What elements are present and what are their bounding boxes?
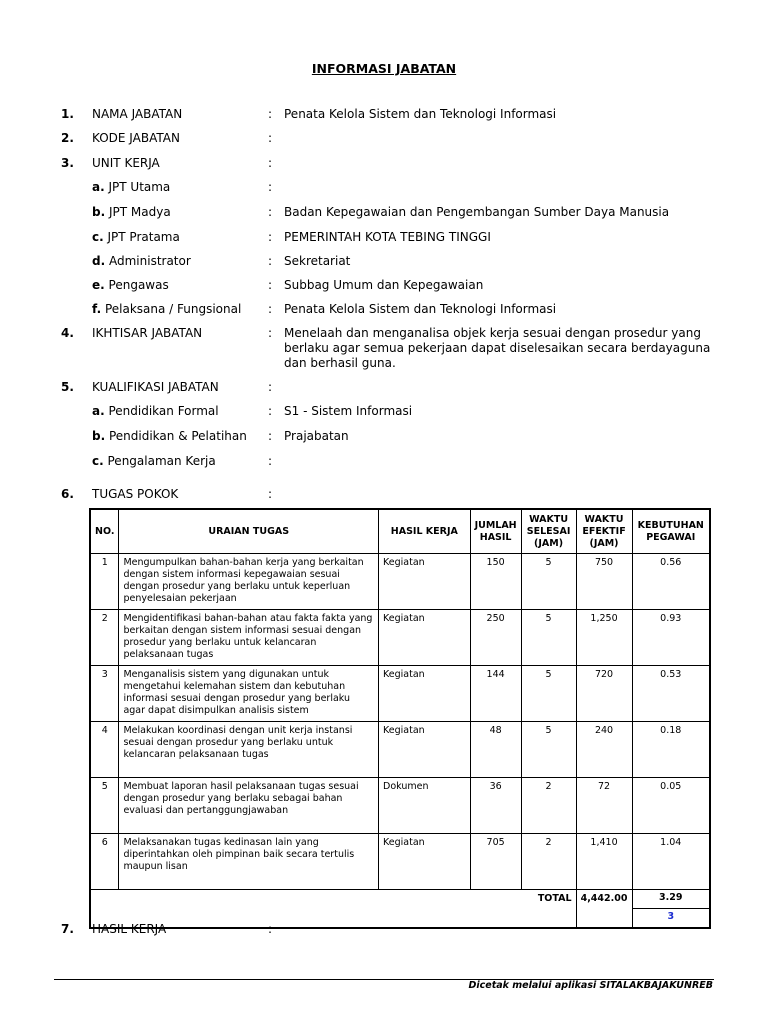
tugas-pokok-table	[89, 508, 711, 929]
field-label	[92, 254, 191, 269]
field-label	[92, 454, 216, 469]
cell-uraian: Mengumpulkan bahan-bahan kerja yang berkaitan dengan sistem informasi kepegawaian sesuai dengan prosedur yang berlaku untuk keperluan penyelesaian pekerjaan	[119, 554, 379, 610]
cell-waktu-efektif: 1,250	[576, 610, 632, 666]
cell-jumlah: 150	[470, 554, 521, 610]
cell-no: 3	[90, 666, 119, 722]
sub-prefix: c.	[92, 230, 104, 244]
field-label: HASIL KERJA	[92, 922, 167, 936]
sub-label: JPT Madya	[108, 205, 171, 219]
cell-waktu-selesai: 5	[521, 610, 576, 666]
colon: :	[268, 380, 273, 394]
cell-hasil: Kegiatan	[379, 834, 471, 890]
total-kebutuhan-rounded: 3	[632, 909, 710, 929]
cell-uraian: Melaksanakan tugas kedinasan lain yang diperintahkan oleh pimpinan baik secara tertulis maupun lisan	[119, 834, 379, 890]
sub-label: Pelaksana / Fungsional	[104, 302, 242, 316]
header-uraian-tugas: URAIAN TUGAS	[119, 509, 379, 554]
field-number: 4.	[61, 326, 74, 340]
cell-waktu-efektif: 750	[576, 554, 632, 610]
print-footer: Dicetak melalui aplikasi SITALAKBAJAKUNREB	[468, 980, 713, 991]
header-kebutuhan-pegawai: KEBUTUHAN PEGAWAI	[632, 509, 710, 554]
cell-no: 5	[90, 778, 119, 834]
cell-hasil: Kegiatan	[379, 666, 471, 722]
cell-jumlah: 144	[470, 666, 521, 722]
cell-waktu-efektif: 240	[576, 722, 632, 778]
header-hasil-kerja: HASIL KERJA	[379, 509, 471, 554]
colon: :	[268, 131, 273, 145]
colon: :	[268, 107, 273, 121]
sub-label: Pengalaman Kerja	[107, 454, 216, 468]
field-label: NAMA JABATAN	[92, 107, 183, 121]
field-label	[92, 429, 247, 444]
cell-jumlah: 36	[470, 778, 521, 834]
field-value: PEMERINTAH KOTA TEBING TINGGI	[284, 230, 491, 244]
field-label	[92, 278, 169, 293]
sub-label: Pengawas	[108, 278, 169, 292]
field-number: 1.	[61, 107, 74, 121]
colon: :	[268, 487, 273, 501]
colon: :	[268, 278, 273, 292]
field-label	[92, 302, 241, 317]
field-value: Penata Kelola Sistem dan Teknologi Informasi	[284, 107, 557, 121]
cell-uraian: Mengidentifikasi bahan-bahan atau fakta fakta yang berkaitan dengan sistem informasi sesuai dengan prosedur yang berlaku untuk kelancaran pelaksanaan tugas	[119, 610, 379, 666]
total-waktu-efektif: 4,442.00	[576, 890, 632, 929]
header-waktu-selesai: WAKTU SELESAI (JAM)	[521, 509, 576, 554]
cell-jumlah: 250	[470, 610, 521, 666]
colon: :	[268, 302, 273, 316]
colon: :	[268, 156, 273, 170]
cell-no: 6	[90, 834, 119, 890]
sub-prefix: b.	[92, 429, 106, 443]
field-label: UNIT KERJA	[92, 156, 160, 170]
cell-hasil: Dokumen	[379, 778, 471, 834]
cell-kebutuhan: 1.04	[632, 834, 710, 890]
table-row	[90, 834, 710, 890]
sub-label: Administrator	[108, 254, 191, 268]
cell-kebutuhan: 0.05	[632, 778, 710, 834]
header-waktu-efektif: WAKTU EFEKTIF (JAM)	[576, 509, 632, 554]
sub-prefix: e.	[92, 278, 105, 292]
total-label: TOTAL	[90, 890, 576, 929]
field-label	[92, 404, 219, 419]
field-label	[92, 205, 171, 220]
colon: :	[268, 404, 273, 418]
sub-prefix: a.	[92, 404, 105, 418]
cell-waktu-efektif: 720	[576, 666, 632, 722]
sub-label: JPT Pratama	[107, 230, 180, 244]
sub-prefix: b.	[92, 205, 106, 219]
colon: :	[268, 254, 273, 268]
sub-prefix: c.	[92, 454, 104, 468]
sub-prefix: f.	[92, 302, 102, 316]
cell-hasil: Kegiatan	[379, 722, 471, 778]
sub-prefix: a.	[92, 180, 105, 194]
cell-no: 4	[90, 722, 119, 778]
cell-kebutuhan: 0.53	[632, 666, 710, 722]
field-value: Menelaah dan menganalisa objek kerja sesuai dengan prosedur yang berlaku agar semua pekerjaan dapat diselesaikan secara berdayaguna dan berhasil guna.	[284, 326, 711, 370]
field-label	[92, 180, 170, 195]
page-title: INFORMASI JABATAN	[311, 61, 457, 76]
sub-label: Pendidikan Formal	[108, 404, 219, 418]
table-row	[90, 778, 710, 834]
cell-no: 2	[90, 610, 119, 666]
field-label: TUGAS POKOK	[92, 487, 179, 501]
table-row	[90, 722, 710, 778]
cell-kebutuhan: 0.56	[632, 554, 710, 610]
field-value: Badan Kepegawaian dan Pengembangan Sumber Daya Manusia	[284, 205, 670, 219]
sub-prefix: d.	[92, 254, 106, 268]
cell-waktu-selesai: 5	[521, 666, 576, 722]
field-value: Prajabatan	[284, 429, 349, 443]
field-label	[92, 230, 180, 245]
field-label: KODE JABATAN	[92, 131, 180, 145]
cell-kebutuhan: 0.18	[632, 722, 710, 778]
sub-label: JPT Utama	[108, 180, 171, 194]
field-number: 5.	[61, 380, 74, 394]
table-row	[90, 554, 710, 610]
field-value: Sekretariat	[284, 254, 351, 268]
colon: :	[268, 230, 273, 244]
field-number: 6.	[61, 487, 74, 501]
cell-waktu-efektif: 72	[576, 778, 632, 834]
field-number: 2.	[61, 131, 74, 145]
colon: :	[268, 205, 273, 219]
cell-uraian: Melakukan koordinasi dengan unit kerja instansi sesuai dengan prosedur yang berlaku untuk kelancaran pelaksanaan tugas	[119, 722, 379, 778]
table-row	[90, 610, 710, 666]
cell-no: 1	[90, 554, 119, 610]
field-value: S1 - Sistem Informasi	[284, 404, 413, 418]
sub-label: Pendidikan & Pelatihan	[108, 429, 247, 443]
cell-waktu-selesai: 2	[521, 834, 576, 890]
cell-waktu-selesai: 5	[521, 722, 576, 778]
table-header-row	[90, 509, 710, 554]
colon: :	[268, 922, 273, 936]
cell-waktu-selesai: 2	[521, 778, 576, 834]
cell-uraian: Menganalisis sistem yang digunakan untuk mengetahui kelemahan sistem dan kebutuhan informasi sesuai dengan prosedur yang berlaku agar dapat disimpulkan analisis sistem	[119, 666, 379, 722]
field-number: 3.	[61, 156, 74, 170]
field-label: IKHTISAR JABATAN	[92, 326, 203, 340]
cell-kebutuhan: 0.93	[632, 610, 710, 666]
cell-jumlah: 48	[470, 722, 521, 778]
header-jumlah-hasil: JUMLAH HASIL	[470, 509, 521, 554]
cell-waktu-efektif: 1,410	[576, 834, 632, 890]
header-no: NO.	[90, 509, 119, 554]
total-kebutuhan: 3.29	[632, 890, 710, 909]
cell-jumlah: 705	[470, 834, 521, 890]
colon: :	[268, 454, 273, 468]
cell-hasil: Kegiatan	[379, 610, 471, 666]
table-row	[90, 666, 710, 722]
cell-uraian: Membuat laporan hasil pelaksanaan tugas sesuai dengan prosedur yang berlaku sebagai bahan evaluasi dan pertanggungjawaban	[119, 778, 379, 834]
cell-hasil: Kegiatan	[379, 554, 471, 610]
field-number: 7.	[61, 922, 74, 936]
total-row	[90, 890, 710, 909]
colon: :	[268, 326, 273, 340]
cell-waktu-selesai: 5	[521, 554, 576, 610]
field-label: KUALIFIKASI JABATAN	[92, 380, 219, 394]
colon: :	[268, 180, 273, 194]
field-value: Penata Kelola Sistem dan Teknologi Informasi	[284, 302, 557, 316]
field-value: Subbag Umum dan Kepegawaian	[284, 278, 484, 292]
colon: :	[268, 429, 273, 443]
